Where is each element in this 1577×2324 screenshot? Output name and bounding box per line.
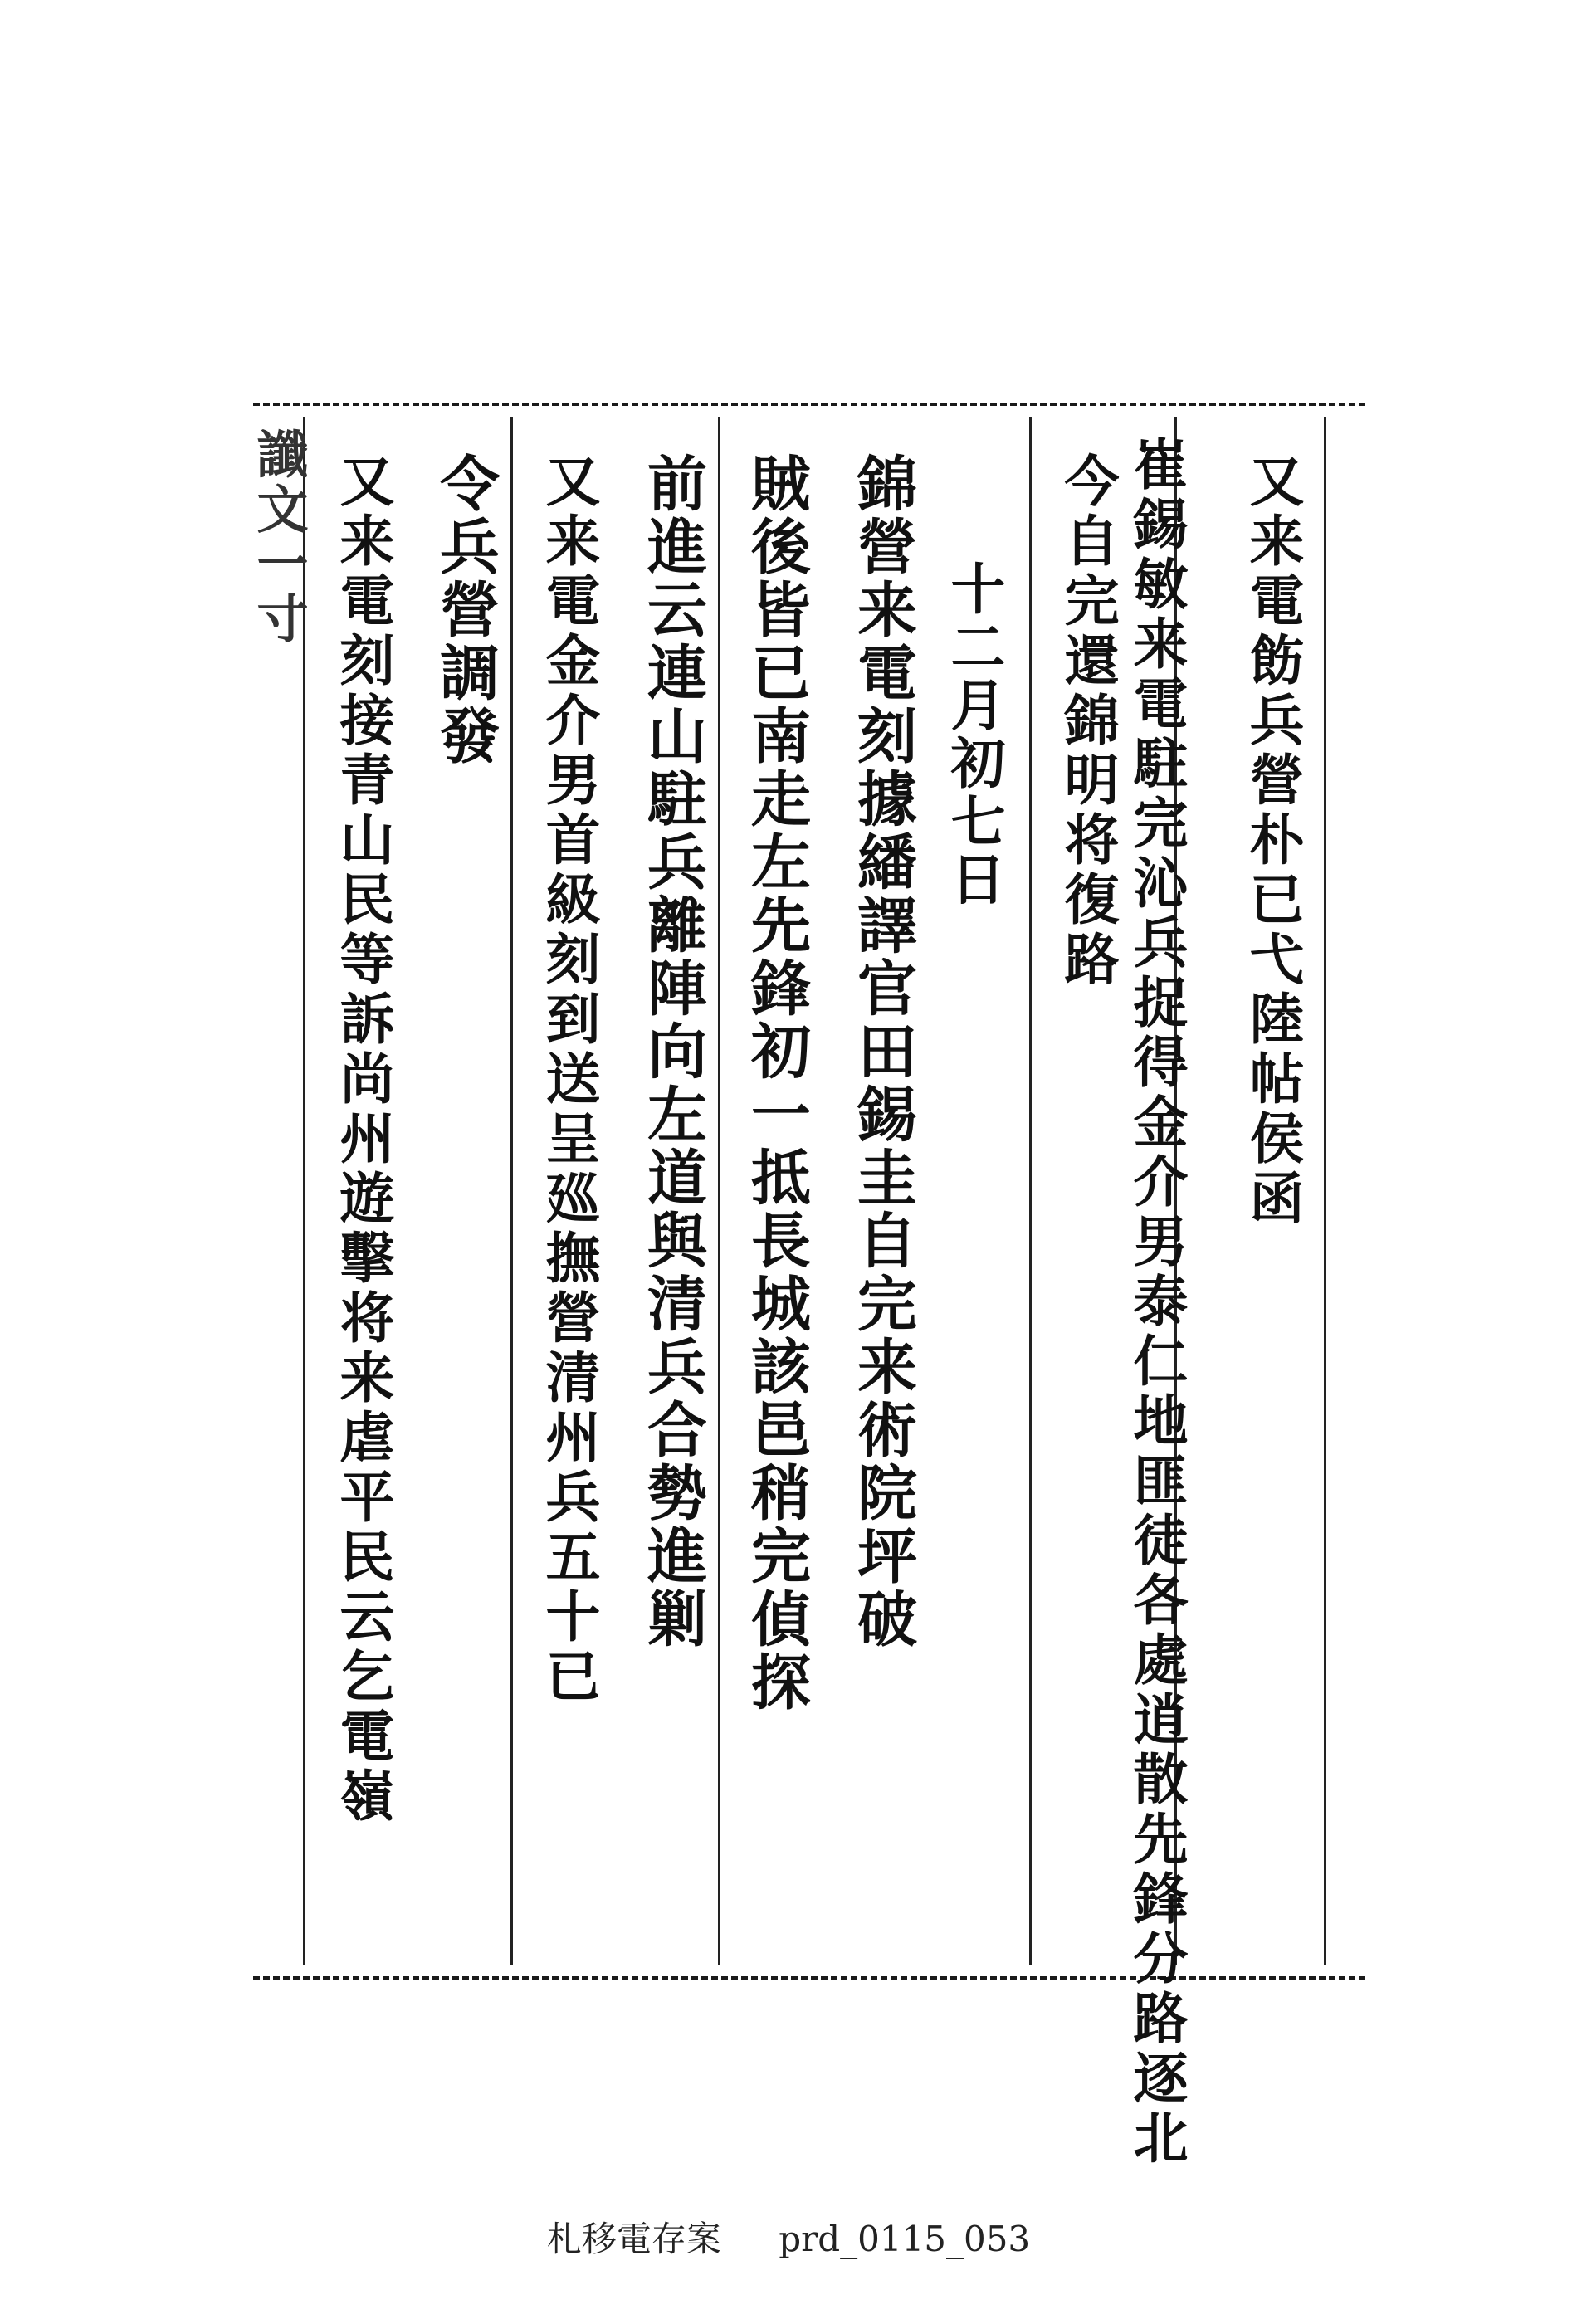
bottom-rule (253, 1976, 1365, 1980)
column-divider (510, 417, 513, 1965)
column-divider (718, 417, 720, 1965)
page-id: prd_0115_053 (779, 2219, 1031, 2259)
text-column-3: 今自完還錦明将復路 (1055, 452, 1120, 990)
column-divider (303, 417, 305, 1965)
text-frame (248, 403, 1365, 2169)
text-column-1: 又来電飭兵營朴已弋陸帖侯函 (1240, 452, 1305, 1229)
text-column-5: 錦營来電刻據繙譯官田錫圭自完来術院坪破 (847, 452, 918, 1651)
margin-note: 讖文一寸 (248, 427, 309, 647)
column-divider (1324, 417, 1326, 1965)
text-column-2: 崔錫敏来電駐完沁兵捉得金介男泰仁地匪徒各處逍散先鋒分路逐北 (1124, 436, 1189, 2169)
collection-title: 札移電存案 (546, 2219, 721, 2259)
text-column-8: 又来電金介男首級刻到送呈廵撫營清州兵五十已 (536, 452, 601, 1707)
text-column-6: 賊後皆已南走左先鋒初一抵長城該邑稍完偵探 (741, 452, 812, 1714)
text-column-10: 又来電刻接青山民等訴尚州遊擊将来虐平民云乞電嶺 (330, 452, 395, 1827)
top-rule (253, 403, 1365, 406)
page-footer (0, 2212, 1577, 2262)
text-column-9: 令兵營調發 (430, 452, 500, 768)
date-column: 十二月初七日 (941, 560, 1006, 909)
text-column-7: 前進云連山駐兵離陣向左道與清兵合勢進剿 (637, 452, 708, 1651)
column-divider (1029, 417, 1032, 1965)
